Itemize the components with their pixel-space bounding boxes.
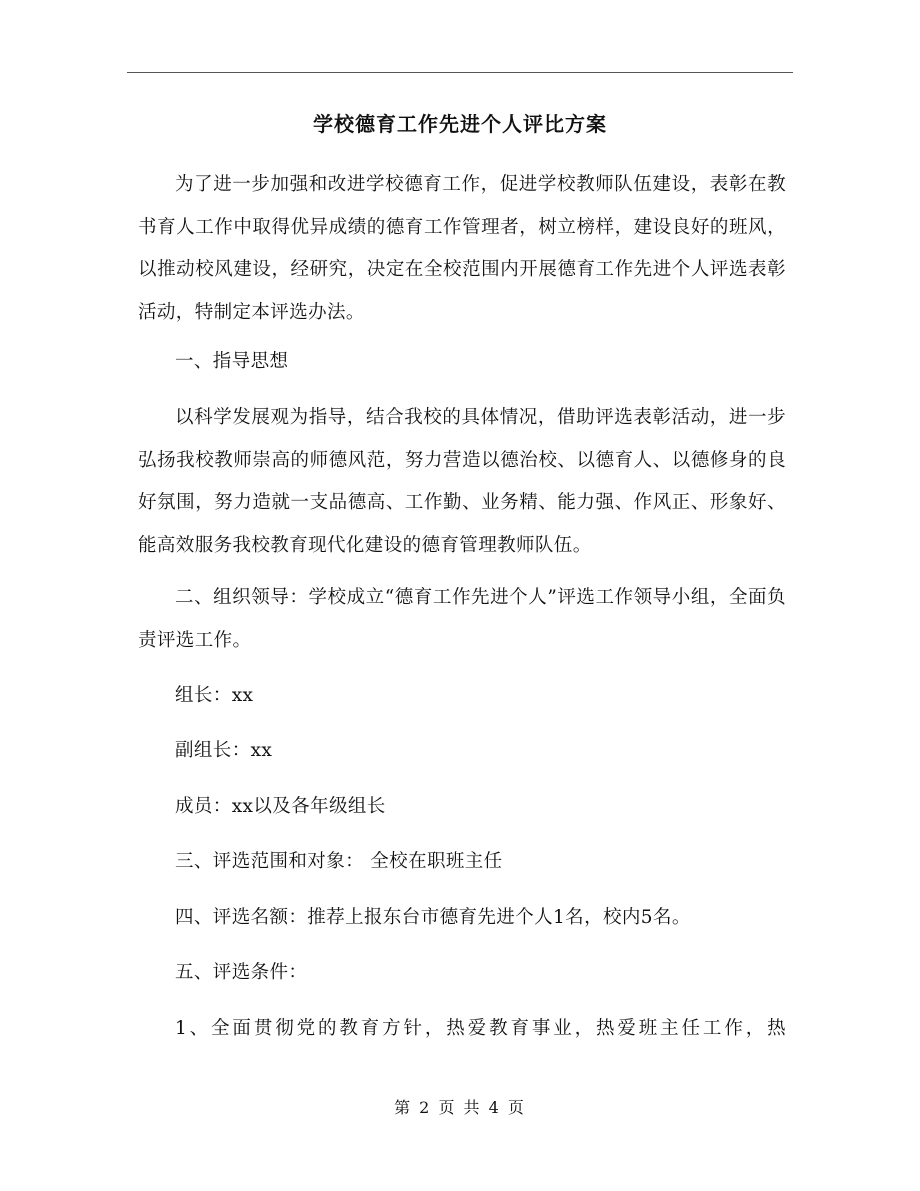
paragraph-criteria-1: 1、全面贯彻党的教育方针，热爱教育事业，热爱班主任工作，热 (175, 1018, 786, 1039)
paragraph-deputy-leader: 副组长：xx (175, 740, 273, 761)
header-rule (127, 72, 793, 73)
paragraph-scope: 三、评选范围和对象： 全校在职班主任 (175, 851, 503, 872)
paragraph-members: 成员：xx以及各年级组长 (175, 796, 386, 817)
heading-guiding-thought: 一、指导思想 (175, 351, 289, 372)
document-title: 学校德育工作先进个人评比方案 (313, 112, 607, 136)
paragraph-leader: 组长：xx (175, 685, 254, 706)
paragraph-intro: 为了进一步加强和改进学校德育工作，促进学校教师队伍建设，表彰在教书育人工作中取得优异成绩的德育工作管理者，树立榜样，建设良好的班风，以推动校风建设，经研究，决定在全校范围内开展德育工作先进个人评选表彰活动，特制定本评选办法。 (138, 174, 786, 323)
paragraph-organization: 二、组织领导：学校成立“德育工作先进个人”评选工作领导小组，全面负责评选工作。 (138, 587, 786, 651)
paragraph-quota: 四、评选名额：推荐上报东台市德育先进个人1名，校内5名。 (175, 907, 691, 928)
paragraph-guiding-thought: 以科学发展观为指导，结合我校的具体情况，借助评选表彰活动，进一步弘扬我校教师崇高的师德风范，努力营造以德治校、以德育人、以德修身的良好氛围，努力造就一支品德高、工作勤、业务精、能力强、作风正、形象好、能高效服务我校教育现代化建设的德育管理教师队伍。 (138, 407, 786, 556)
heading-criteria: 五、评选条件： (175, 962, 308, 983)
page-number: 第 2 页 共 4 页 (394, 1098, 526, 1117)
